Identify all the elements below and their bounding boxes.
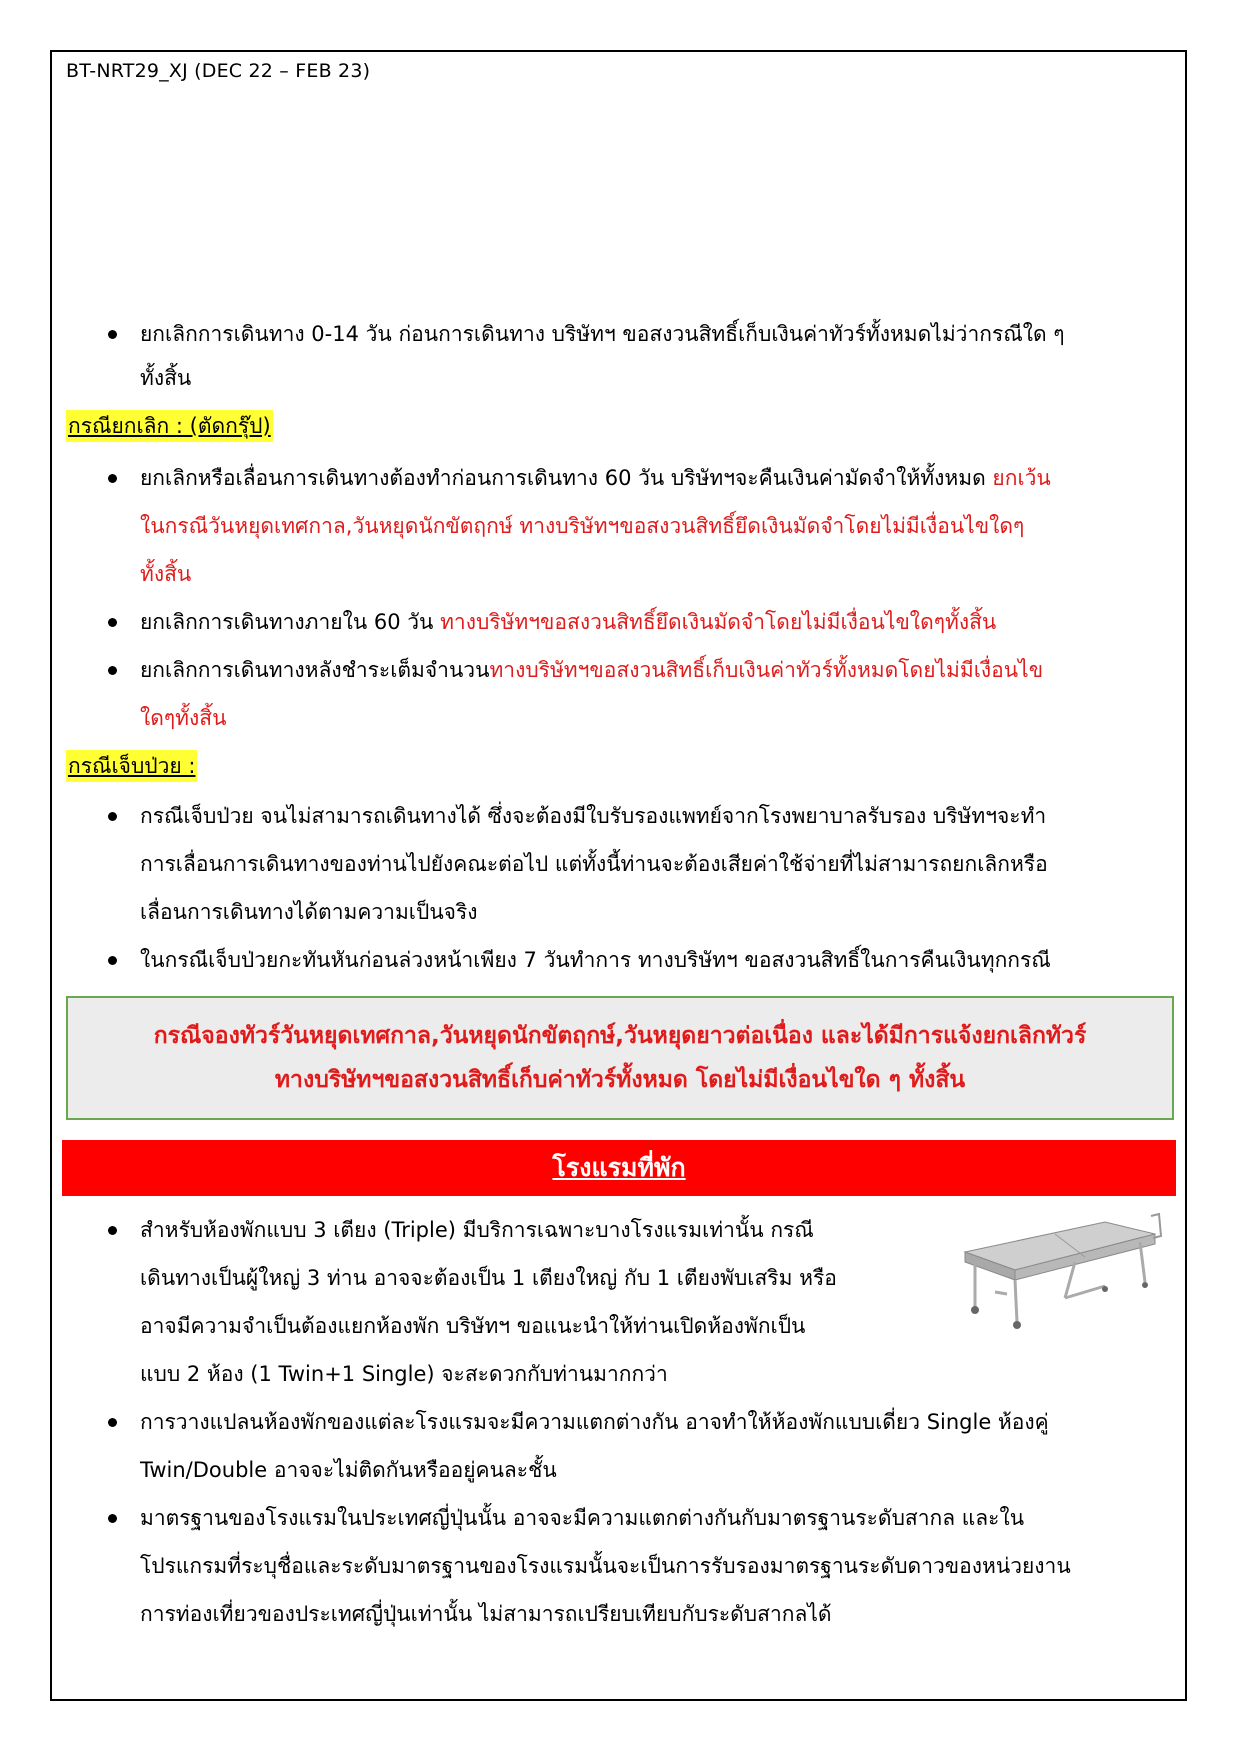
list-item-text: ในกรณีเจ็บป่วยกะทันหันก่อนล่วงหน้าเพียง 7 วันทำการ ทางบริษัทฯ ขอสงวนสิทธิ์ในการคืนเงินทุกกรณี xyxy=(140,948,1051,972)
bullet-icon xyxy=(108,956,117,965)
cancel-group-heading: กรณียกเลิก : (ตัดกรุ๊ป) xyxy=(66,410,273,442)
bullet-icon xyxy=(108,330,117,339)
list-item-text-emphasis: ทางบริษัทฯขอสงวนสิทธิ์เก็บเงินค่าทัวร์ทั้งหมดโดยไม่มีเงื่อนไข xyxy=(489,658,1044,682)
list-item-text-part: ยกเลิกการเดินทางภายใน 60 วัน xyxy=(140,610,441,634)
document-code: BT-NRT29_XJ (DEC 22 – FEB 23) xyxy=(66,60,371,82)
list-item-text xyxy=(140,454,1051,502)
list-item-text: Twin/Double อาจจะไม่ติดกันหรืออยู่คนละชั้น xyxy=(140,1458,557,1482)
list-item-text-emphasis: ยกเว้น xyxy=(992,466,1051,490)
notice-line-1: กรณีจองทัวร์วันหยุดเทศกาล,วันหยุดนักขัตฤกษ์,วันหยุดยาวต่อเนื่อง และได้มีการแจ้งยกเลิกทัวร์ xyxy=(153,1023,1087,1049)
bullet-icon xyxy=(108,1226,117,1235)
list-item-text: ในกรณีวันหยุดเทศกาล,วันหยุดนักขัตฤกษ์ ทางบริษัทฯขอสงวนสิทธิ์ยึดเงินมัดจำโดยไม่มีเงื่อนไขใดๆ xyxy=(140,514,1025,538)
notice-box xyxy=(66,996,1174,1120)
list-item-text: โปรแกรมที่ระบุชื่อและระดับมาตรฐานของโรงแรมนั้นจะเป็นการรับรองมาตรฐานระดับดาวของหน่วยงาน xyxy=(140,1554,1071,1578)
list-item-text: การเลื่อนการเดินทางของท่านไปยังคณะต่อไป แต่ทั้งนี้ท่านจะต้องเสียค่าใช้จ่ายที่ไม่สามารถยกเลิกหรือ xyxy=(140,852,1048,876)
list-item-text xyxy=(140,646,1043,694)
list-item-text: เลื่อนการเดินทางได้ตามความเป็นจริง xyxy=(140,900,478,924)
list-item-text: เดินทางเป็นผู้ใหญ่ 3 ท่าน อาจจะต้องเป็น 1 เตียงใหญ่ กับ 1 เตียงพับเสริม หรือ xyxy=(140,1266,837,1290)
notice-line-2: ทางบริษัทฯขอสงวนสิทธิ์เก็บค่าทัวร์ทั้งหมด โดยไม่มีเงื่อนไขใด ๆ ทั้งสิ้น xyxy=(274,1067,966,1093)
hotel-section-bar xyxy=(62,1140,1176,1196)
list-item-text: สำหรับห้องพักแบบ 3 เตียง (Triple) มีบริการเฉพาะบางโรงแรมเท่านั้น กรณี xyxy=(140,1218,814,1242)
bullet-icon xyxy=(108,1514,117,1523)
list-item-text-part: ยกเลิกการเดินทางหลังชำระเต็มจำนวน xyxy=(140,658,490,682)
list-item-text-emphasis: ทางบริษัทฯขอสงวนสิทธิ์ยึดเงินมัดจำโดยไม่มีเงื่อนไขใดๆทั้งสิ้น xyxy=(440,610,997,634)
bullet-icon xyxy=(108,474,117,483)
list-item-text xyxy=(140,598,996,646)
list-item-text-part: ยกเลิกหรือเลื่อนการเดินทางต้องทำก่อนการเดินทาง 60 วัน บริษัทฯจะคืนเงินค่ามัดจำให้ทั้งหมด xyxy=(140,466,993,490)
list-item-text: ทั้งสิ้น xyxy=(140,366,192,390)
bullet-icon xyxy=(108,812,117,821)
list-item-text: ทั้งสิ้น xyxy=(140,562,192,586)
list-item-text: ยกเลิกการเดินทาง 0-14 วัน ก่อนการเดินทาง บริษัทฯ ขอสงวนสิทธิ์เก็บเงินค่าทัวร์ทั้งหมดไม่ว่ากรณีใด ๆ xyxy=(140,322,1065,346)
list-item-text: ใดๆทั้งสิ้น xyxy=(140,706,227,730)
list-item-text: มาตรฐานของโรงแรมในประเทศญี่ปุ่นนั้น อาจจะมีความแตกต่างกันกับมาตรฐานระดับสากล และใน xyxy=(140,1506,1025,1530)
list-item-text: การท่องเที่ยวของประเทศญี่ปุ่นเท่านั้น ไม่สามารถเปรียบเทียบกับระดับสากลได้ xyxy=(140,1602,832,1626)
bullet-icon xyxy=(108,666,117,675)
list-item-text: อาจมีความจำเป็นต้องแยกห้องพัก บริษัทฯ ขอแนะนำให้ท่านเปิดห้องพักเป็น xyxy=(140,1314,806,1338)
list-item-text: แบบ 2 ห้อง (1 Twin+1 Single) จะสะดวกกับท่านมากกว่า xyxy=(140,1362,668,1386)
bullet-icon xyxy=(108,1418,117,1427)
list-item-text: การวางแปลนห้องพักของแต่ละโรงแรมจะมีความแตกต่างกัน อาจทำให้ห้องพักแบบเดี่ยว Single ห้องคู่ xyxy=(140,1410,1049,1434)
bullet-icon xyxy=(108,618,117,627)
list-item-text: กรณีเจ็บป่วย จนไม่สามารถเดินทางได้ ซึ่งจะต้องมีใบรับรองแพทย์จากโรงพยาบาลรับรอง บริษัทฯจะทำ xyxy=(140,804,1047,828)
sickness-heading: กรณีเจ็บป่วย : xyxy=(66,750,197,782)
folding-bed-icon xyxy=(955,1212,1165,1332)
section-title: โรงแรมที่พัก xyxy=(552,1153,686,1182)
